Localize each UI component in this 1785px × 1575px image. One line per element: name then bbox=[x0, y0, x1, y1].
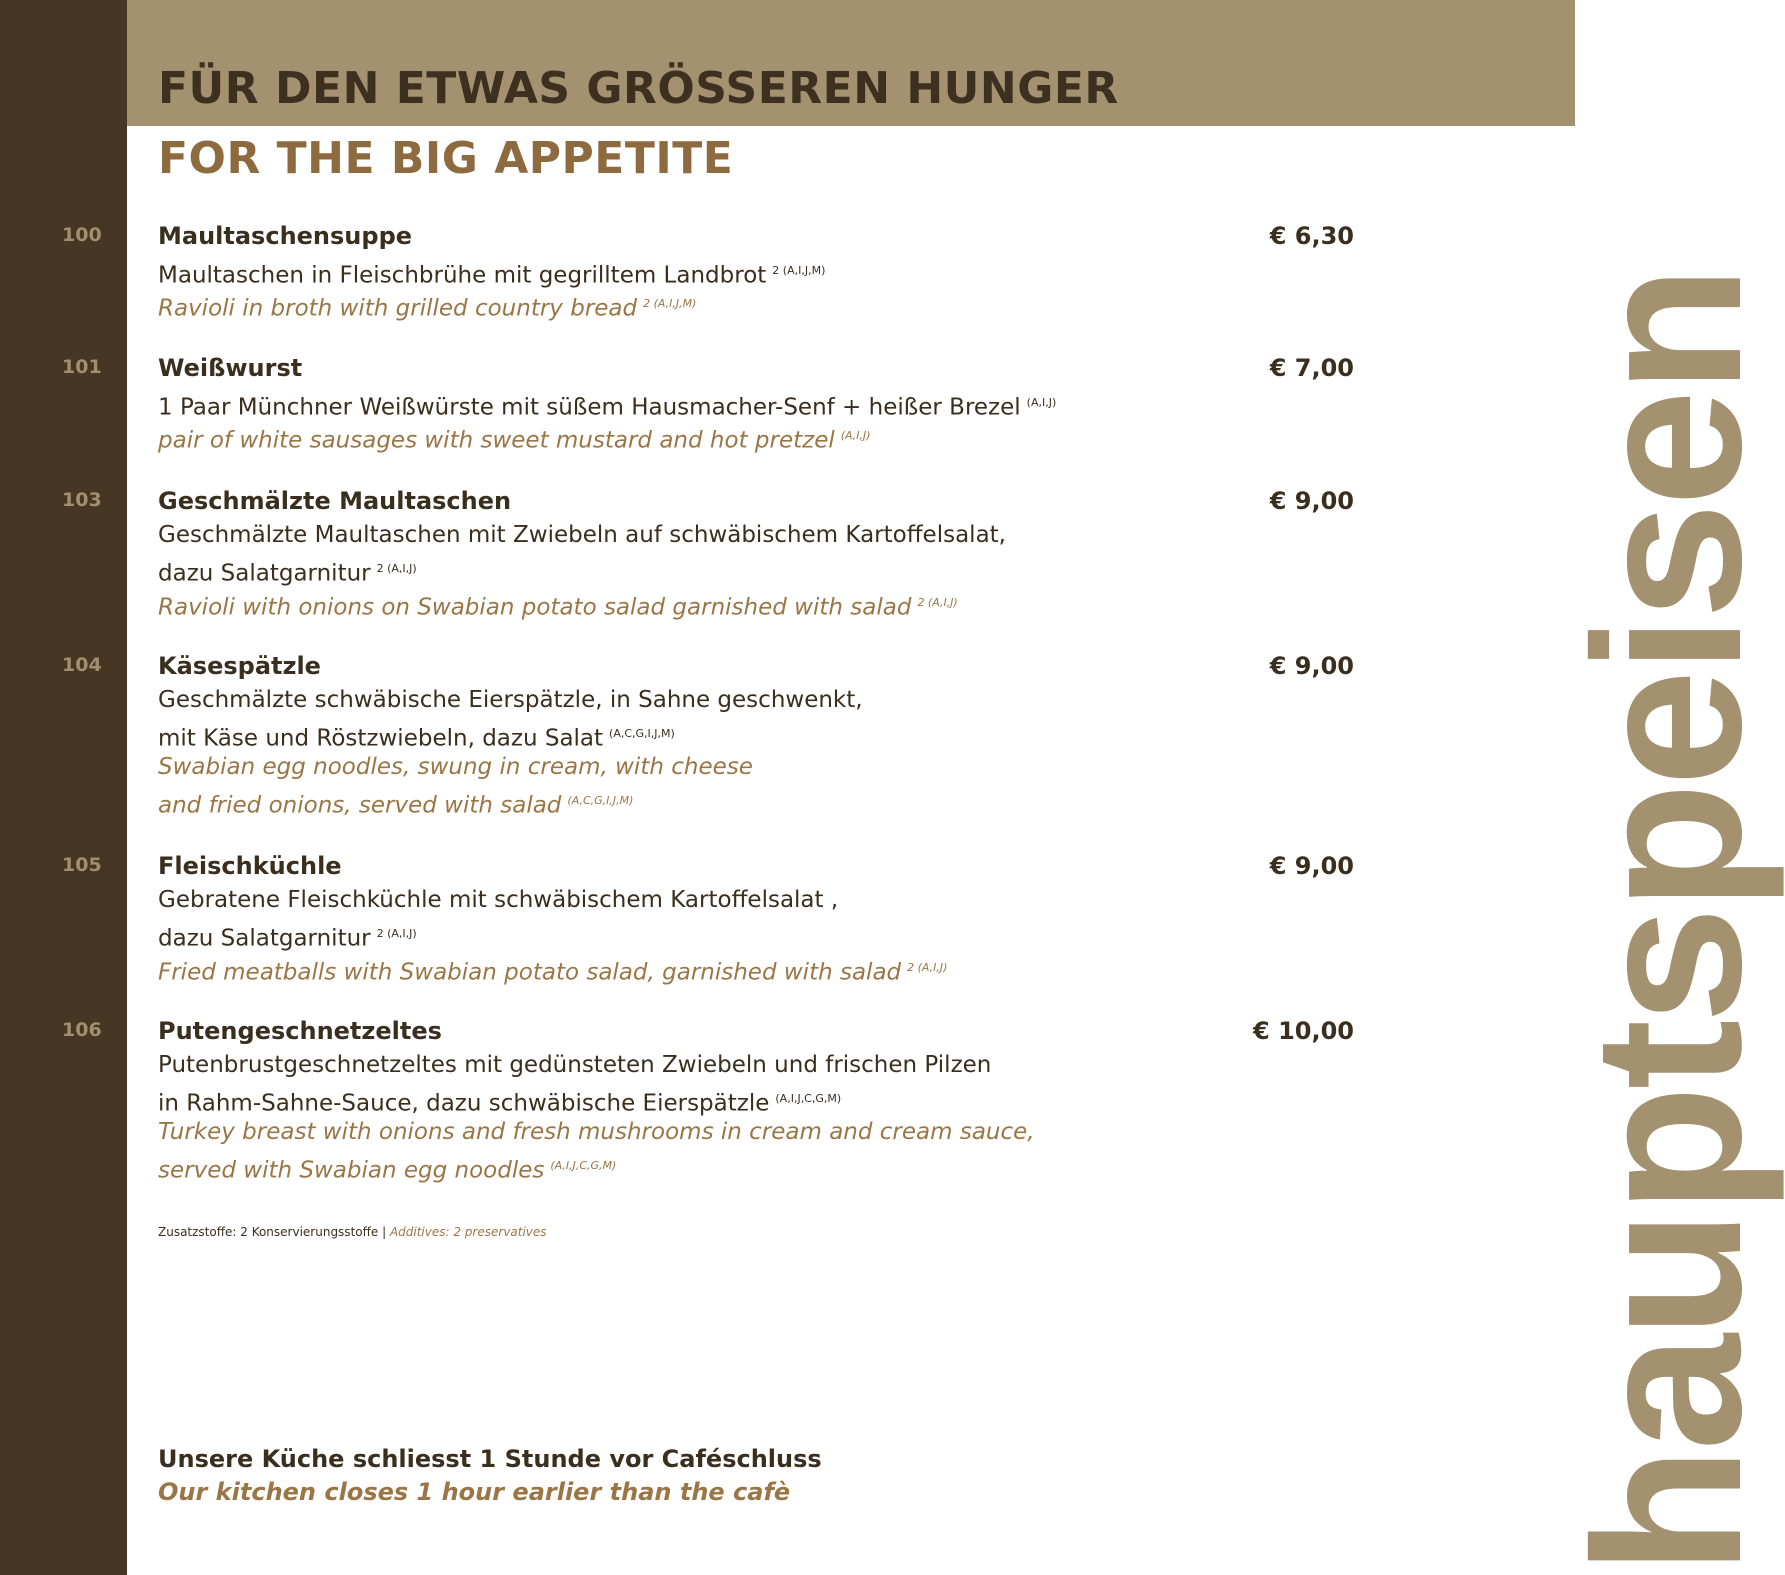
allergen-codes: 2 (A,I,J) bbox=[917, 595, 958, 609]
item-description-german bbox=[158, 519, 1006, 552]
allergen-codes: 2 (A,I,J) bbox=[907, 960, 948, 974]
page-title-english: FOR THE BIG APPETITE bbox=[158, 133, 734, 184]
section-label-vertical: hauptspeisen bbox=[1550, 269, 1785, 1575]
allergen-codes: (A,I,J,C,G,M) bbox=[550, 1159, 617, 1172]
description-text: and fried onions, served with salad bbox=[158, 792, 562, 819]
description-text: Gebratene Fleischküchle mit schwäbischem Kartoffelsalat , bbox=[158, 886, 839, 913]
item-name: Putengeschnetzeltes bbox=[158, 1017, 442, 1045]
item-description-english bbox=[158, 1116, 1035, 1149]
allergen-codes: (A,I,J,C,G,M) bbox=[775, 1092, 842, 1105]
item-number: 104 bbox=[62, 654, 102, 676]
description-text: pair of white sausages with sweet mustard and hot pretzel bbox=[158, 427, 835, 454]
item-name: Weißwurst bbox=[158, 354, 303, 382]
item-number: 100 bbox=[62, 224, 102, 246]
allergen-codes: (A,C,G,I,J,M) bbox=[609, 727, 675, 740]
additives-note-german: Zusatzstoffe: 2 Konservierungsstoffe | bbox=[158, 1225, 387, 1239]
item-name: Maultaschensuppe bbox=[158, 222, 413, 250]
item-description-german bbox=[158, 684, 863, 717]
allergen-codes: 2 (A,I,J,M) bbox=[643, 297, 697, 310]
description-text: Geschmälzte Maultaschen mit Zwiebeln auf schwäbischem Kartoffelsalat, bbox=[158, 521, 1006, 548]
item-number: 106 bbox=[62, 1019, 102, 1041]
allergen-codes: 2 (A,I,J,M) bbox=[772, 263, 826, 277]
description-text: Putenbrustgeschnetzeltes mit gedünsteten Zwiebeln und frischen Pilzen bbox=[158, 1051, 992, 1078]
description-text: in Rahm-Sahne-Sauce, dazu schwäbische Eierspätzle bbox=[158, 1090, 770, 1117]
allergen-codes: 2 (A,I,J) bbox=[376, 562, 417, 575]
description-text: Swabian egg noodles, swung in cream, with cheese bbox=[158, 753, 753, 780]
item-price: € 9,00 bbox=[1269, 852, 1354, 880]
description-text: Geschmälzte schwäbische Eierspätzle, in Sahne geschwenkt, bbox=[158, 686, 863, 713]
item-price: € 10,00 bbox=[1253, 1017, 1354, 1045]
item-price: € 6,30 bbox=[1269, 222, 1354, 250]
item-number: 103 bbox=[62, 489, 102, 511]
kitchen-hours-english: Our kitchen closes 1 hour earlier than the cafè bbox=[158, 1478, 791, 1506]
item-name: Geschmälzte Maultaschen bbox=[158, 487, 512, 515]
item-description-english bbox=[158, 419, 871, 458]
item-name: Käsespätzle bbox=[158, 652, 321, 680]
description-text: Ravioli with onions on Swabian potato salad garnished with salad bbox=[158, 594, 912, 621]
item-name: Fleischküchle bbox=[158, 852, 342, 880]
description-text: served with Swabian egg noodles bbox=[158, 1157, 545, 1184]
description-text: Fried meatballs with Swabian potato salad, garnished with salad bbox=[158, 959, 902, 986]
item-price: € 9,00 bbox=[1269, 652, 1354, 680]
description-text: dazu Salatgarnitur bbox=[158, 560, 371, 587]
description-text: dazu Salatgarnitur bbox=[158, 925, 371, 952]
item-description-english bbox=[158, 784, 633, 823]
item-number: 101 bbox=[62, 356, 102, 378]
item-description-english bbox=[158, 287, 696, 326]
description-text: mit Käse und Röstzwiebeln, dazu Salat bbox=[158, 725, 604, 752]
description-text: Ravioli in broth with grilled country bread bbox=[158, 295, 638, 322]
allergen-codes: 2 (A,I,J) bbox=[376, 927, 417, 940]
description-text: 1 Paar Münchner Weißwürste mit süßem Hausmacher-Senf + heißer Brezel bbox=[158, 394, 1021, 421]
kitchen-hours-german: Unsere Küche schliesst 1 Stunde vor Caféschluss bbox=[158, 1445, 822, 1473]
description-text: Maultaschen in Fleischbrühe mit gegrilltem Landbrot bbox=[158, 262, 767, 289]
additives-note bbox=[158, 1225, 547, 1239]
item-description-german bbox=[158, 884, 838, 917]
item-description-english bbox=[158, 586, 958, 625]
item-description-english bbox=[158, 751, 753, 784]
item-number: 105 bbox=[62, 854, 102, 876]
allergen-codes: (A,I,J) bbox=[1026, 395, 1057, 409]
item-description-german bbox=[158, 1049, 991, 1082]
additives-note-english: Additives: 2 preservatives bbox=[389, 1225, 547, 1239]
item-price: € 9,00 bbox=[1269, 487, 1354, 515]
item-price: € 7,00 bbox=[1269, 354, 1354, 382]
page-title-german: FÜR DEN ETWAS GRÖSSEREN HUNGER bbox=[158, 63, 1119, 114]
description-text: Turkey breast with onions and fresh mushrooms in cream and cream sauce, bbox=[158, 1118, 1035, 1145]
item-description-english bbox=[158, 1149, 616, 1188]
item-description-english bbox=[158, 951, 947, 990]
allergen-codes: (A,I,J) bbox=[840, 429, 871, 442]
allergen-codes: (A,C,G,I,J,M) bbox=[567, 794, 634, 807]
